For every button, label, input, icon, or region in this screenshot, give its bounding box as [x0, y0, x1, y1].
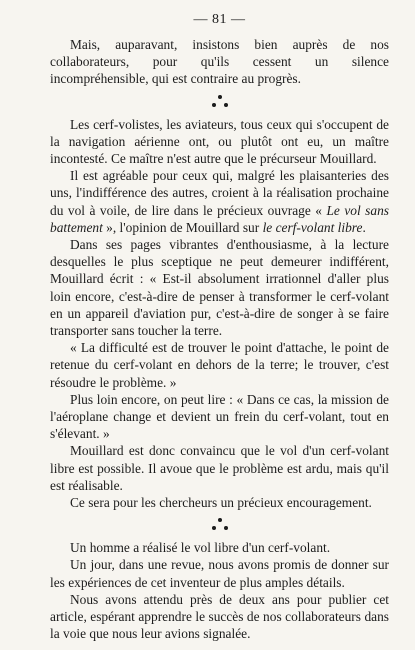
- p3-cerf-volant-libre: le cerf-volant libre: [262, 219, 363, 235]
- p3-before: Il est agréable pour ceux qui, malgré les plaisanteries des uns, l'indifférence des autres, croient à la réalisation prochaine du vol à voile, de lire dans le précieux ouvrage «: [50, 168, 389, 218]
- paragraph-homme-realise: Un homme a réalisé le vol libre d'un cerf-volant.: [70, 540, 331, 556]
- p3-after: .: [362, 219, 366, 235]
- paragraph-plus-loin: Plus loin encore, on peut lire : « Dans ce cas, la mission de l'aéroplane change et devient un frein du cerf-volant, tout en s'élevant. »: [50, 391, 389, 442]
- p3-book-title: Le vol sans battement: [50, 202, 389, 235]
- asterism-icon: [50, 88, 389, 116]
- paragraph-encouragement: Ce sera pour les chercheurs un précieux encouragement.: [70, 495, 372, 511]
- paragraph-pages-vibrantes: Dans ses pages vibrantes d'enthousiasme, à la lecture desquelles le plus sceptique ne peut demeurer indifférent, Mouillard écrit : « Est-il absolument irrationnel d'aller plus loin encore, c'est-à-dire de penser à transformer le cerf-volant en un appareil d'aviation pur, c'est-à-dire de songer à se faire transporter sans toucher la terre.: [50, 237, 389, 339]
- paragraph-intro: Mais, auparavant, insistons bien auprès de nos collaborateurs, pour qu'ils cessent un silence incompréhensible, qui est contraire au progrès.: [50, 37, 389, 87]
- asterism-dots: [210, 94, 230, 108]
- paragraph-un-jour: Un jour, dans une revue, nous avons promis de donner sur les expériences de cet inventeur de plus amples détails.: [50, 557, 389, 590]
- asterism-icon: [50, 511, 389, 539]
- paragraph-mouillard-master: Les cerf-volistes, les aviateurs, tous ceux qui s'occupent de la navigation aérienne ont, ou plutôt ont eu, un maître incontesté. Ce maître n'est autre que le précurseur Mouillard.: [50, 116, 389, 167]
- paragraph-nous-avons-attendu: Nous avons attendu près de deux ans pour publier cet article, espérant apprendre le succès de nos collaborateurs dans la voie que nous leur avions signalée.: [50, 591, 389, 642]
- p3-middle: », l'opinion de Mouillard sur: [102, 219, 263, 235]
- paragraph-agreable: [50, 167, 389, 236]
- page-number: — 81 —: [193, 12, 246, 27]
- paragraph-difficulte: « La difficulté est de trouver le point d'attache, le point de retenue du cerf-volant en dehors de la terre; le trouver, c'est résoudre le problème. »: [50, 340, 389, 390]
- asterism-dots: [210, 517, 230, 531]
- paragraph-convaincu: Mouillard est donc convaincu que le vol d'un cerf-volant libre est possible. Il avoue que le problème est ardu, mais qu'il est réalisable.: [50, 443, 389, 493]
